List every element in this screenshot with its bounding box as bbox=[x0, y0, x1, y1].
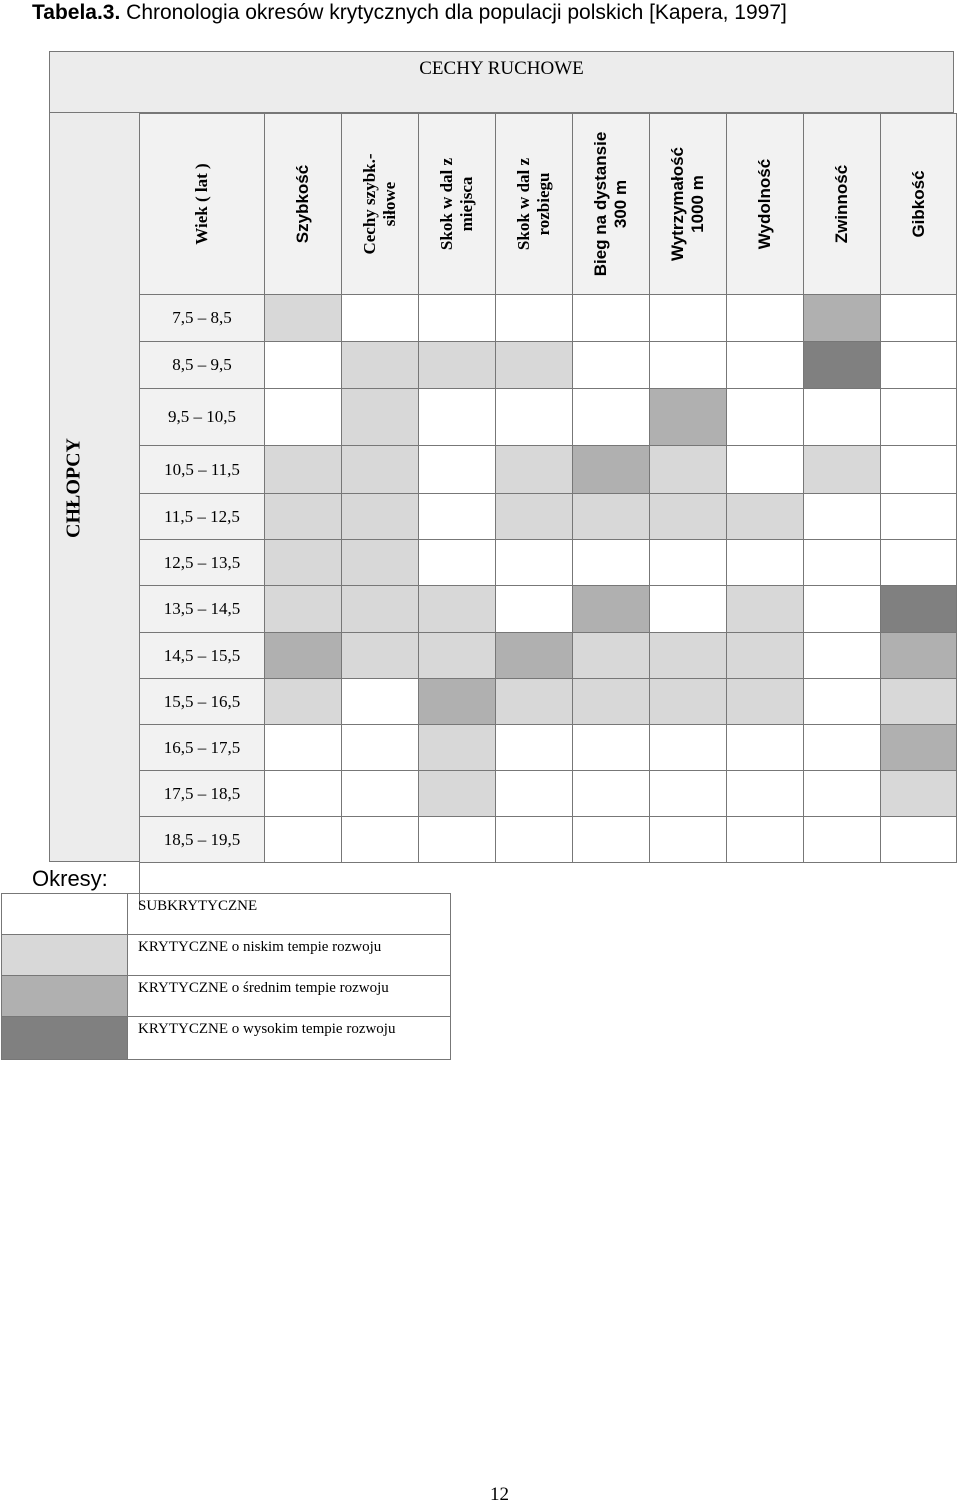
period-cell bbox=[650, 446, 727, 494]
period-cell bbox=[573, 725, 650, 771]
period-cell bbox=[342, 389, 419, 446]
period-cell bbox=[265, 389, 342, 446]
legend-label: KRYTYCZNE o niskim tempie rozwoju bbox=[138, 939, 382, 955]
period-cell bbox=[265, 342, 342, 389]
period-cell bbox=[342, 540, 419, 586]
period-cell bbox=[804, 540, 881, 586]
period-cell bbox=[265, 446, 342, 494]
period-cell bbox=[573, 446, 650, 494]
period-cell bbox=[419, 817, 496, 863]
period-cell bbox=[804, 342, 881, 389]
period-cell bbox=[265, 633, 342, 679]
period-cell bbox=[342, 295, 419, 342]
period-cell bbox=[342, 446, 419, 494]
legend-row bbox=[2, 935, 450, 976]
period-cell bbox=[804, 679, 881, 725]
age-range-cell: 14,5 – 15,5 bbox=[140, 633, 265, 679]
period-cell bbox=[342, 586, 419, 633]
category-header-label: CECHY RUCHOWE bbox=[419, 58, 584, 79]
period-cell bbox=[342, 633, 419, 679]
column-header bbox=[265, 114, 342, 295]
period-cell bbox=[881, 446, 957, 494]
legend-row bbox=[2, 976, 450, 1017]
age-column-header bbox=[140, 114, 265, 295]
period-cell bbox=[419, 771, 496, 817]
period-cell bbox=[419, 586, 496, 633]
age-range-cell: 12,5 – 13,5 bbox=[140, 540, 265, 586]
period-cell bbox=[342, 494, 419, 540]
age-range-cell: 15,5 – 16,5 bbox=[140, 679, 265, 725]
legend-swatch bbox=[2, 976, 128, 1016]
period-cell bbox=[573, 540, 650, 586]
legend-label: KRYTYCZNE o wysokim tempie rozwoju bbox=[138, 1021, 396, 1037]
period-cell bbox=[804, 633, 881, 679]
age-range-cell: 17,5 – 18,5 bbox=[140, 771, 265, 817]
period-cell bbox=[265, 540, 342, 586]
age-range-cell: 9,5 – 10,5 bbox=[140, 389, 265, 446]
period-cell bbox=[419, 389, 496, 446]
column-header bbox=[342, 114, 419, 295]
period-cell bbox=[496, 725, 573, 771]
period-cell bbox=[881, 342, 957, 389]
period-cell bbox=[650, 586, 727, 633]
column-header-label bbox=[514, 158, 554, 250]
period-cell bbox=[804, 586, 881, 633]
period-cell bbox=[650, 771, 727, 817]
column-header-line: miejsca bbox=[457, 176, 476, 232]
period-cell bbox=[419, 679, 496, 725]
column-header-line: rozbiegu bbox=[534, 172, 553, 236]
page-number: 12 bbox=[490, 1484, 509, 1505]
column-header-line: Wydolność bbox=[755, 158, 774, 250]
age-range-cell: 7,5 – 8,5 bbox=[140, 295, 265, 342]
group-side-label: CHŁOPCY bbox=[62, 438, 85, 538]
column-header-line: Szybkość bbox=[293, 164, 312, 244]
age-range-cell: 16,5 – 17,5 bbox=[140, 725, 265, 771]
column-header bbox=[727, 114, 804, 295]
period-cell bbox=[342, 679, 419, 725]
period-cell bbox=[496, 446, 573, 494]
period-cell bbox=[496, 817, 573, 863]
period-cell bbox=[496, 540, 573, 586]
period-cell bbox=[496, 633, 573, 679]
period-cell bbox=[881, 540, 957, 586]
legend bbox=[1, 893, 451, 1060]
table-number: Tabela.3. bbox=[32, 1, 121, 24]
column-header-line: Bieg na dystansie bbox=[591, 131, 610, 277]
legend-swatch bbox=[2, 1017, 128, 1059]
period-cell bbox=[573, 633, 650, 679]
column-header-label bbox=[909, 170, 929, 237]
period-cell bbox=[573, 342, 650, 389]
period-cell bbox=[650, 725, 727, 771]
period-cell bbox=[804, 494, 881, 540]
period-cell bbox=[496, 295, 573, 342]
period-cell bbox=[265, 679, 342, 725]
period-cell bbox=[342, 817, 419, 863]
category-header-band bbox=[49, 51, 954, 113]
legend-label: KRYTYCZNE o średnim tempie rozwoju bbox=[138, 980, 389, 996]
legend-swatch bbox=[2, 935, 128, 975]
table-caption: Chronologia okresów krytycznych dla populacji polskich [Kapera, 1997] bbox=[120, 1, 787, 24]
period-cell bbox=[727, 494, 804, 540]
period-cell bbox=[804, 817, 881, 863]
period-cell bbox=[573, 679, 650, 725]
legend-row bbox=[2, 1017, 450, 1059]
period-cell bbox=[419, 633, 496, 679]
period-cell bbox=[419, 342, 496, 389]
period-cell bbox=[496, 586, 573, 633]
period-cell bbox=[265, 817, 342, 863]
column-header-label bbox=[668, 147, 708, 261]
period-cell bbox=[727, 771, 804, 817]
period-cell bbox=[804, 446, 881, 494]
period-cell bbox=[804, 725, 881, 771]
period-cell bbox=[881, 494, 957, 540]
period-cell bbox=[496, 679, 573, 725]
period-cell bbox=[804, 295, 881, 342]
period-cell bbox=[419, 295, 496, 342]
period-cell bbox=[265, 586, 342, 633]
legend-row bbox=[2, 894, 450, 935]
column-header-line: Skok w dal z bbox=[437, 157, 456, 251]
period-cell bbox=[650, 342, 727, 389]
period-cell bbox=[727, 342, 804, 389]
period-cell bbox=[804, 389, 881, 446]
age-range-cell: 11,5 – 12,5 bbox=[140, 494, 265, 540]
age-range-cell: 10,5 – 11,5 bbox=[140, 446, 265, 494]
period-cell bbox=[881, 817, 957, 863]
column-header-line: Cechy szybk.- bbox=[360, 153, 379, 255]
period-cell bbox=[650, 679, 727, 725]
column-header-label bbox=[437, 158, 477, 250]
column-header-label bbox=[832, 165, 852, 243]
period-cell bbox=[265, 494, 342, 540]
age-column-header-label: Wiek ( lat ) bbox=[192, 163, 211, 245]
column-header-label bbox=[293, 165, 313, 243]
period-cell bbox=[727, 389, 804, 446]
period-cell bbox=[573, 295, 650, 342]
period-cell bbox=[496, 342, 573, 389]
period-cell bbox=[573, 494, 650, 540]
period-cell bbox=[419, 540, 496, 586]
period-cell bbox=[881, 586, 957, 633]
legend-label: SUBKRYTYCZNE bbox=[138, 898, 258, 914]
age-range-cell: 8,5 – 9,5 bbox=[140, 342, 265, 389]
column-header-label bbox=[591, 132, 631, 277]
column-header-line: 1000 m bbox=[688, 175, 707, 233]
period-cell bbox=[650, 295, 727, 342]
period-cell bbox=[727, 633, 804, 679]
period-cell bbox=[881, 771, 957, 817]
period-cell bbox=[265, 725, 342, 771]
period-cell bbox=[419, 494, 496, 540]
period-cell bbox=[727, 295, 804, 342]
period-cell bbox=[342, 725, 419, 771]
period-cell bbox=[804, 771, 881, 817]
period-cell bbox=[650, 540, 727, 586]
period-cell bbox=[881, 389, 957, 446]
period-cell bbox=[573, 586, 650, 633]
period-cell bbox=[881, 295, 957, 342]
column-header-line: siłowe bbox=[380, 181, 399, 227]
table-title bbox=[32, 0, 787, 30]
column-header-line: 300 m bbox=[611, 179, 630, 229]
period-cell bbox=[727, 540, 804, 586]
age-range-cell: 13,5 – 14,5 bbox=[140, 586, 265, 633]
column-header bbox=[573, 114, 650, 295]
period-cell bbox=[265, 295, 342, 342]
period-cell bbox=[881, 679, 957, 725]
period-cell bbox=[342, 771, 419, 817]
period-cell bbox=[881, 725, 957, 771]
column-header bbox=[881, 114, 957, 295]
period-cell bbox=[573, 389, 650, 446]
period-cell bbox=[727, 725, 804, 771]
column-header-line: Wytrzymałość bbox=[668, 146, 687, 262]
legend-title: Okresy: bbox=[32, 866, 108, 891]
column-header bbox=[650, 114, 727, 295]
period-cell bbox=[650, 389, 727, 446]
period-cell bbox=[727, 446, 804, 494]
period-cell bbox=[650, 633, 727, 679]
period-cell bbox=[727, 679, 804, 725]
column-header-label bbox=[360, 153, 400, 254]
period-cell bbox=[496, 389, 573, 446]
period-cell bbox=[650, 494, 727, 540]
period-cell bbox=[573, 817, 650, 863]
period-cell bbox=[496, 494, 573, 540]
period-cell bbox=[265, 771, 342, 817]
period-cell bbox=[496, 771, 573, 817]
column-header-label bbox=[755, 159, 775, 249]
age-range-cell: 18,5 – 19,5 bbox=[140, 817, 265, 863]
period-cell bbox=[419, 725, 496, 771]
period-cell bbox=[881, 633, 957, 679]
column-header-line: Zwinność bbox=[832, 164, 851, 244]
period-cell bbox=[342, 342, 419, 389]
critical-periods-table bbox=[139, 113, 957, 909]
period-cell bbox=[727, 817, 804, 863]
period-cell bbox=[727, 586, 804, 633]
period-cell bbox=[650, 817, 727, 863]
column-header bbox=[496, 114, 573, 295]
legend-swatch bbox=[2, 894, 128, 934]
period-cell bbox=[419, 446, 496, 494]
column-header bbox=[419, 114, 496, 295]
column-header bbox=[804, 114, 881, 295]
period-cell bbox=[573, 771, 650, 817]
column-header-line: Gibkość bbox=[908, 170, 928, 238]
column-header-line: Skok w dal z bbox=[514, 157, 533, 251]
